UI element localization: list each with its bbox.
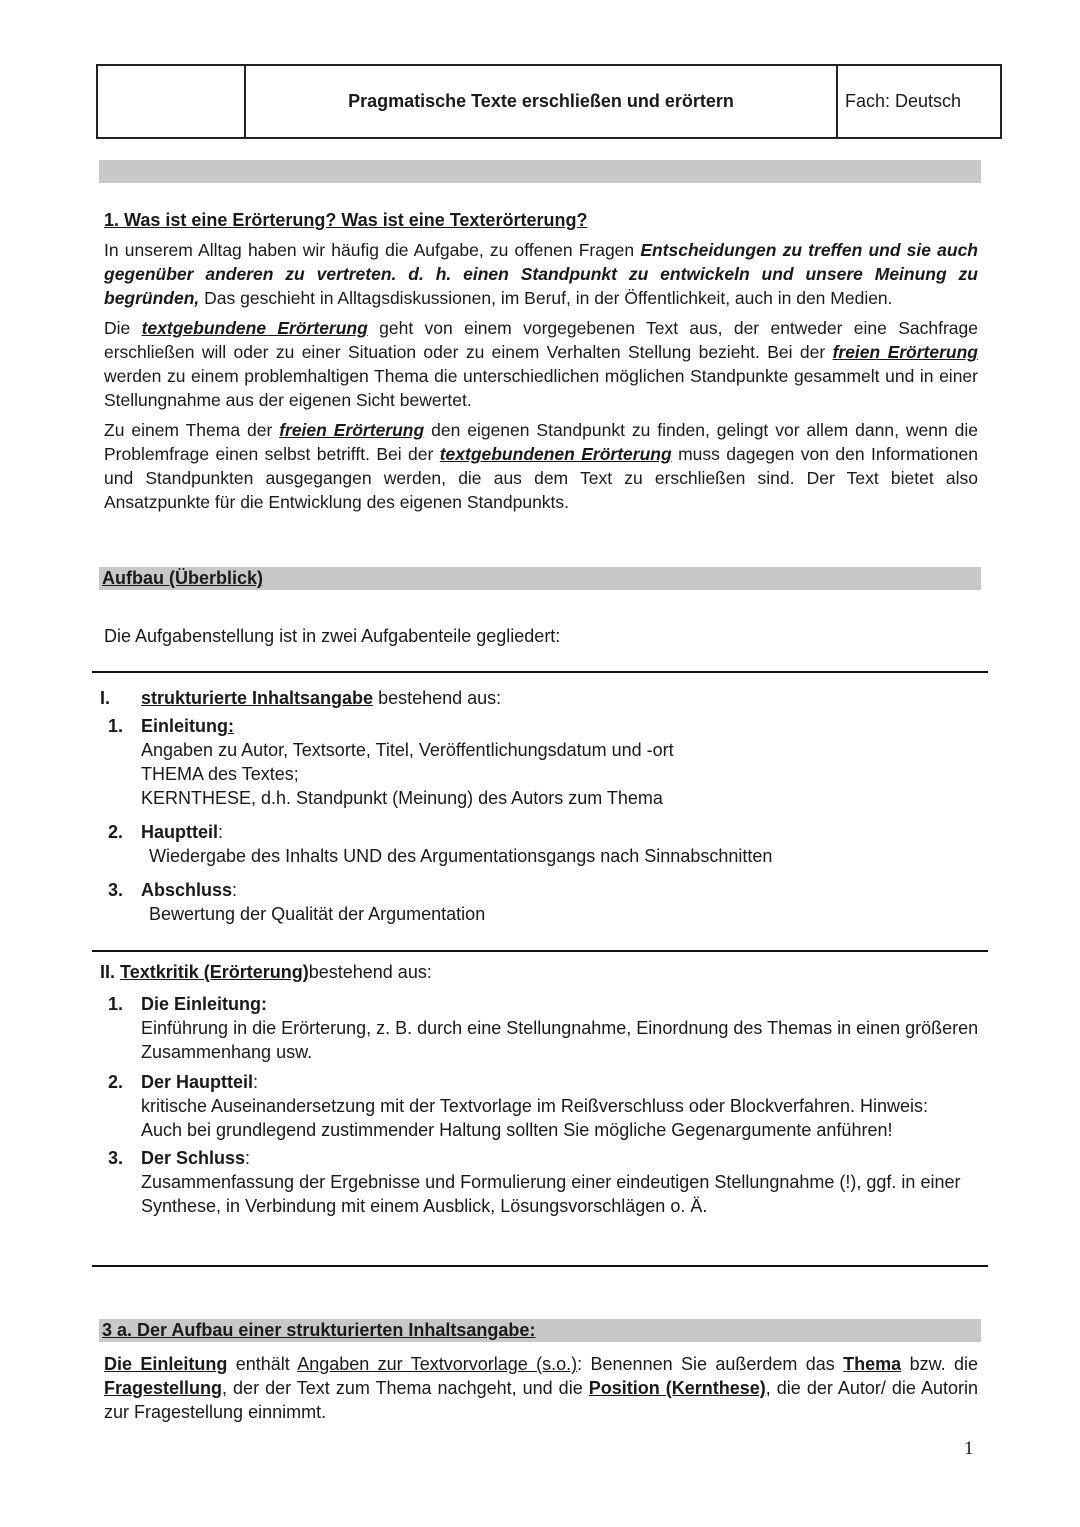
- part-one-list: [100, 686, 980, 926]
- part-two-heading: [100, 960, 980, 984]
- text-run: Die: [104, 318, 142, 338]
- text-run: werden zu einem problemhaltigen Thema die unterschiedlichen möglichen Standpunkte gesammelt und in einer Stellungnahme aus der eigenen Sicht bewertet.: [104, 366, 978, 410]
- horizontal-rule: [92, 950, 988, 952]
- text-run: bestehend aus:: [308, 962, 432, 982]
- part-title: strukturierte Inhaltsangabe: [141, 688, 374, 708]
- item-text: kritische Auseinandersetzung mit der Textvorlage im Reißverschluss oder Blockverfahren. Hinweis: Auch bei grundlegend zustimmender Haltung sollten Sie mögliche Gegenargumente anführen!: [141, 1096, 929, 1140]
- text-run: bzw. die: [901, 1354, 978, 1374]
- text-run: den eigenen Standpunkt zu finden, gelingt vor allem dann, wenn die Problemfrage einen selbst betrifft. Bei der: [104, 420, 978, 464]
- section-heading: 1. Was ist eine Erörterung? Was ist eine Texterörterung?: [104, 210, 588, 230]
- term-highlight: freien Erörterung: [279, 420, 425, 440]
- text-run: :: [253, 1072, 259, 1092]
- text-run: , die der Autor/ die Autorin zur Fragestellung einnimmt.: [104, 1378, 978, 1422]
- item-number: 2.: [108, 1072, 124, 1092]
- text-run: In unserem Alltag haben wir häufig die Aufgabe, zu offenen Fragen: [104, 240, 641, 260]
- page-number: 1: [964, 1438, 974, 1459]
- item-line: KERNTHESE, d.h. Standpunkt (Meinung) des Autors zum Thema: [141, 788, 663, 808]
- item-text: Einführung in die Erörterung, z. B. durch eine Stellungnahme, Einordnung des Themas in einen größeren Zusammenhang usw.: [141, 1018, 979, 1062]
- section3a-paragraph: [104, 1352, 978, 1424]
- part-one-heading: [100, 686, 980, 710]
- term-highlight: Position (Kernthese): [588, 1378, 766, 1398]
- subject-label: Fach: Deutsch: [845, 91, 962, 111]
- text-run: :: [218, 822, 224, 842]
- part-two-list: [100, 960, 980, 1218]
- paragraph: [104, 316, 978, 412]
- roman-numeral: II.: [100, 962, 116, 982]
- item-line: Angaben zu Autor, Textsorte, Titel, Veröffentlichungsdatum und -ort: [141, 740, 674, 760]
- term-highlight: Die Einleitung: [104, 1354, 228, 1374]
- emphasis-text: Entscheidungen zu treffen und sie auch gegenüber anderen zu vertreten. d. h. einen Standpunkt zu entwickeln und unsere Meinung zu begründen,: [104, 240, 979, 308]
- term-highlight: Fragestellung: [104, 1378, 223, 1398]
- item-label: Der Hauptteil: [141, 1072, 254, 1092]
- text-run: muss dagegen von den Informationen und Standpunkten ausgegangen werden, die aus dem Text zu erschließen sind. Der Text bietet also Ansatzpunkte für die Entwicklung des eigenen Standpunkts.: [104, 444, 978, 512]
- item-label: Einleitung: [141, 716, 228, 736]
- term-highlight: Thema: [843, 1354, 902, 1374]
- text-run: :: [228, 716, 234, 736]
- paragraph: [104, 238, 978, 310]
- document-title: Pragmatische Texte erschließen und erörtern: [246, 66, 838, 137]
- list-item: [100, 1146, 980, 1218]
- item-number: 2.: [108, 822, 124, 842]
- term-highlight: textgebundenen Erörterung: [439, 444, 672, 464]
- list-item: [100, 820, 980, 868]
- roman-numeral: I.: [100, 688, 111, 708]
- text-run: , der der Text zum Thema nachgeht, und die: [222, 1378, 589, 1398]
- item-line: Wiedergabe des Inhalts UND des Argumentationsgangs nach Sinnabschnitten: [149, 846, 773, 866]
- item-number: 1.: [108, 994, 124, 1014]
- header-table: [96, 64, 1002, 139]
- text-run: Zu einem Thema der: [104, 420, 280, 440]
- list-item: [100, 992, 980, 1064]
- paragraph: [104, 418, 978, 514]
- horizontal-rule: [92, 671, 988, 673]
- item-label: Der Schluss: [141, 1148, 246, 1168]
- item-text: Zusammenfassung der Ergebnisse und Formulierung einer eindeutigen Stellungnahme (!), ggf. in einer Synthese, in Verbindung mit einem Ausblick, Lösungsvorschlägen o. Ä.: [141, 1172, 961, 1216]
- section-heading: 3 a. Der Aufbau einer strukturierten Inhaltsangabe:: [102, 1320, 536, 1340]
- item-number: 3.: [108, 880, 124, 900]
- list-item: [100, 714, 980, 810]
- part-title: Textkritik (Erörterung): [120, 962, 309, 982]
- list-item: [100, 1070, 980, 1142]
- term-highlight: freien Erörterung: [832, 342, 978, 362]
- section-heading: Aufbau (Überblick): [102, 568, 264, 588]
- section-heading-bar: [99, 567, 981, 590]
- item-label: Die Einleitung:: [141, 994, 267, 1014]
- item-number: 1.: [108, 716, 124, 736]
- item-line: THEMA des Textes;: [141, 764, 299, 784]
- text-run: geht von einem vorgegebenen Text aus, der entweder eine Sachfrage erschließen will oder zu einer Situation oder zu einem Verhalten Stellung bezieht. Bei der: [104, 318, 978, 362]
- term-highlight: textgebundene Erörterung: [141, 318, 368, 338]
- intro-paragraphs: [104, 238, 978, 514]
- item-number: 3.: [108, 1148, 124, 1168]
- item-line: Bewertung der Qualität der Argumentation: [149, 904, 486, 924]
- text-run: Angaben zur Textvorvorlage (s.o.): [297, 1354, 578, 1374]
- text-run: bestehend aus:: [373, 688, 502, 708]
- aufbau-intro: Die Aufgabenstellung ist in zwei Aufgabenteile gegliedert:: [104, 626, 561, 646]
- logo-cell: [98, 66, 246, 137]
- horizontal-rule: [92, 1265, 988, 1267]
- item-label: Abschluss: [141, 880, 233, 900]
- section-heading-bar: [99, 1319, 981, 1342]
- text-run: enthält: [227, 1354, 298, 1374]
- list-item: [100, 878, 980, 926]
- text-run: Das geschieht in Alltagsdiskussionen, im Beruf, in der Öffentlichkeit, auch in den Medien.: [199, 288, 893, 308]
- item-label: Hauptteil: [141, 822, 219, 842]
- text-run: : Benennen Sie außerdem das: [577, 1354, 844, 1374]
- text-run: :: [245, 1148, 251, 1168]
- section-divider-bar: [99, 160, 981, 183]
- text-run: :: [232, 880, 238, 900]
